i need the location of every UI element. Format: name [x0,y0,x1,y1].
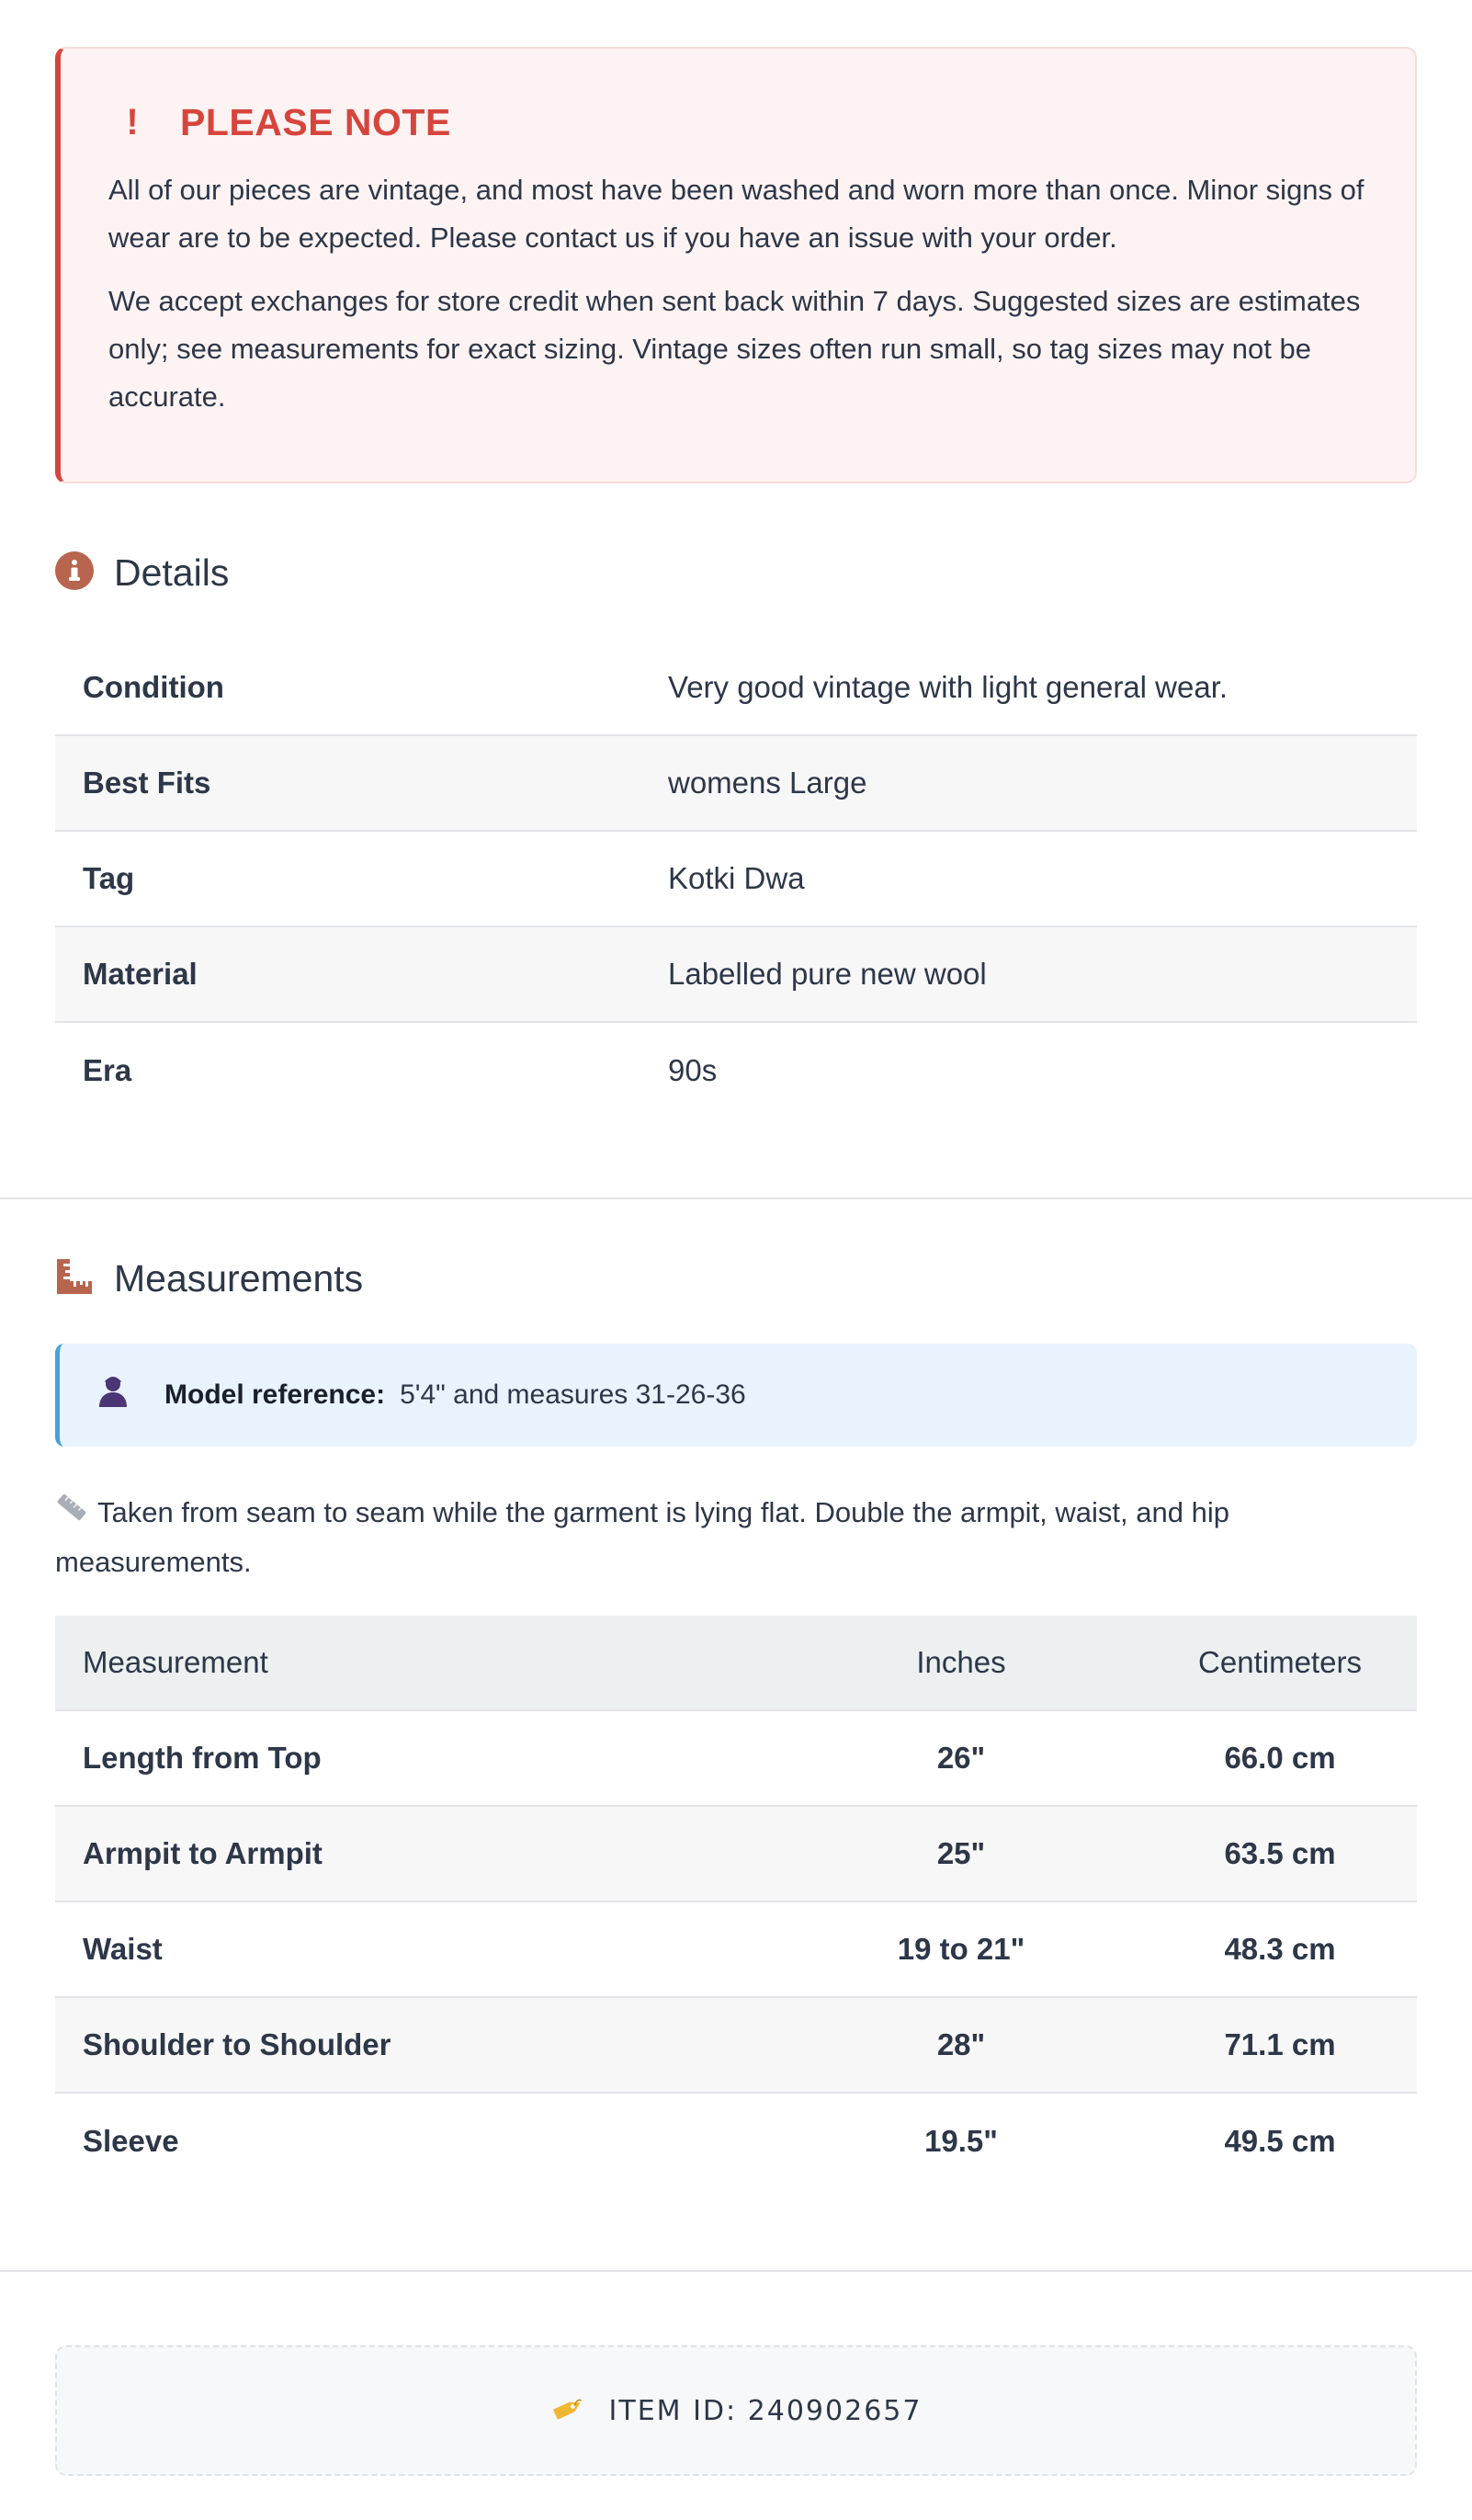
measurement-inches: 26" [936,1741,986,1775]
measurement-inches: 28" [936,2027,986,2061]
section-divider [0,1198,1472,1199]
measurement-cm: 49.5 cm [1224,2124,1336,2158]
exclamation-icon: ! [126,102,139,142]
measurement-name: Sleeve [83,2124,179,2158]
table-row [55,736,1417,832]
details-table [55,641,1417,1118]
measurement-name: Length from Top [83,1741,322,1775]
detail-value: Labelled pure new wool [668,957,987,991]
column-header-inches: Inches [916,1645,1006,1679]
detail-label: Era [83,1053,132,1087]
info-circle-icon [55,551,94,595]
detail-value: Kotki Dwa [668,861,805,895]
detail-value: Very good vintage with light general wear. [668,670,1229,704]
table-row [55,1807,1417,1902]
person-icon [96,1374,130,1416]
measurement-cm: 63.5 cm [1224,1836,1336,1870]
please-note-box [55,47,1417,483]
column-header-measurement: Measurement [83,1645,268,1679]
detail-label: Material [83,957,198,991]
table-row [55,1998,1417,2094]
note-paragraph-1: All of our pieces are vintage, and most have been washed and worn more than once. Minor signs of wear are to be expected. Please contact us if you have an issue with your order. [108,174,1364,254]
measurements-header [55,1255,363,1301]
model-reference-label: Model reference: [164,1379,386,1410]
details-title: Details [114,551,230,594]
table-row [55,641,1417,736]
column-header-centimeters: Centimeters [1198,1645,1362,1679]
measurement-name: Armpit to Armpit [83,1836,323,1870]
table-row [55,2094,1417,2189]
detail-label: Tag [83,861,135,895]
note-paragraph-2: We accept exchanges for store credit when sent back within 7 days. Suggested sizes are estimates only; see measurements for exact sizing. Vintage sizes often run small, so tag sizes may not be accurate. [108,285,1361,413]
ruler-combined-icon [55,1257,94,1300]
measurement-note-text: Taken from seam to seam while the garment is lying flat. Double the armpit, waist, and hip measurements. [55,1496,1229,1578]
measurements-title: Measurements [114,1256,364,1300]
note-title: PLEASE NOTE [180,100,451,143]
measurement-cm: 48.3 cm [1224,1932,1336,1966]
measurement-instructions [55,1489,1378,1586]
table-row [55,832,1417,927]
measurement-inches: 25" [936,1836,986,1870]
measurement-name: Waist [83,1932,163,1966]
detail-label: Condition [83,670,224,704]
ruler-icon [55,1488,88,1536]
table-row [55,927,1417,1023]
details-header [55,550,229,596]
measurement-inches: 19.5" [924,2124,998,2158]
detail-value: womens Large [668,766,867,800]
model-reference-box [55,1344,1417,1447]
table-row [55,1711,1417,1807]
item-id-box [55,2345,1417,2476]
model-reference-value: 5'4" and measures 31-26-36 [400,1379,746,1410]
measurements-table [55,1616,1417,2189]
tag-icon [550,2394,585,2428]
table-header-row [55,1616,1417,1711]
table-row [55,1902,1417,1998]
table-row [55,1023,1417,1118]
detail-value: 90s [668,1053,718,1087]
detail-label: Best Fits [83,766,211,800]
measurement-name: Shoulder to Shoulder [83,2027,391,2061]
note-header [108,102,1367,142]
measurement-cm: 66.0 cm [1224,1741,1336,1775]
section-divider [0,2270,1472,2272]
measurement-inches: 19 to 21" [897,1932,1025,1966]
measurement-cm: 71.1 cm [1224,2027,1336,2061]
item-id-text: ITEM ID: 240902657 [608,2394,923,2427]
